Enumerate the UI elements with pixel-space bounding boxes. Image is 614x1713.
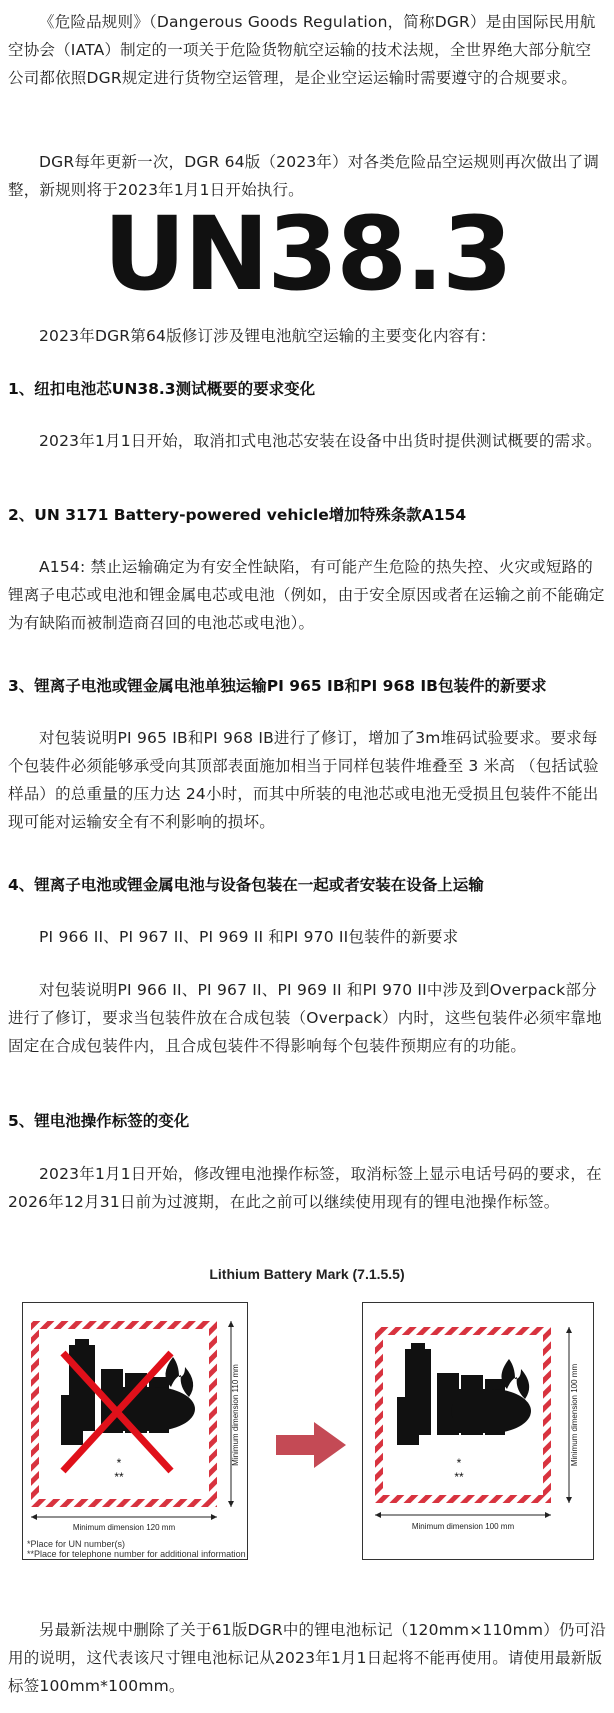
new-battery-mark (362, 1302, 594, 1560)
new-min-height-label: Minimum dimension 100 mm (570, 1363, 579, 1467)
new-min-width-label: Minimum dimension 100 mm (411, 1522, 515, 1531)
section-5-heading: 5、锂电池操作标签的变化 (8, 1112, 190, 1130)
section-4-subheading: PI 966 II、PI 967 II、PI 969 II 和PI 970 II包装件的新要求 (39, 928, 459, 946)
section-3-body: 对包装说明PI 965 IB和PI 968 IB进行了修订，增加了3m堆码试验要求。要求每个包装件必须能够承受向其顶部表面施加相当于同样包装件堆叠至 3 米高 （包括试验样品）的总重量的压力达 24小时，而其中所装的电池芯或电池无受损且包装件不能出现可能对运输安全有不利影响的损坏。 (8, 729, 599, 831)
un-number-placeholder: * (456, 1456, 462, 1470)
figure-title: Lithium Battery Mark (7.1.5.5) (209, 1266, 405, 1282)
closing-paragraph: 另最新法规中删除了关于61版DGR中的锂电池标记（120mm×110mm）仍可沿用的说明，这代表该尺寸锂电池标记从2023年1月1日起将不能再使用。请使用最新版标签100mm*100mm。 (8, 1621, 606, 1695)
phone-placeholder: ** (454, 1470, 464, 1484)
old-min-height-label: Minimum dimension 110 mm (231, 1364, 240, 1466)
section-1-body: 2023年1月1日开始，取消扣式电池芯安装在设备中出货时提供测试概要的需求。 (39, 432, 602, 450)
section-2-heading: 2、UN 3171 Battery-powered vehicle增加特殊条款A154 (8, 506, 467, 524)
old-min-width-label: Minimum dimension 120 mm (72, 1523, 176, 1532)
section-5-body: 2023年1月1日开始，修改锂电池操作标签，取消标签上显示电话号码的要求，在2026年12月31日前为过渡期，在此之前可以继续使用现有的锂电池操作标签。 (8, 1165, 602, 1211)
section-1-heading: 1、纽扣电池芯UN38.3测试概要的要求变化 (8, 380, 316, 398)
old-battery-mark (22, 1302, 248, 1560)
un-number-placeholder: * (116, 1456, 122, 1470)
paragraph-intro-dgr: 《危险品规则》（Dangerous Goods Regulation，简称DGR）是由国际民用航空协会（IATA）制定的一项关于危险货物航空运输的技术法规，全世界绝大部分航空公司都依照DGR规定进行货物空运管理，是企业空运运输时需要遵守的合规要求。 (8, 13, 596, 87)
note-un-number: *Place for UN number(s) (27, 1539, 126, 1549)
lithium-battery-mark-figure (18, 1264, 596, 1594)
section-4-body: 对包装说明PI 966 II、PI 967 II、PI 969 II 和PI 970 II中涉及到Overpack部分进行了修订，要求当包装件放在合成包装（Overpack）内时，这些包装件必须牢靠地固定在合成包装件内，且合成包装件不得影响每个包装件预期应有的功能。 (8, 981, 602, 1055)
old-battery-mark-drawing (23, 1303, 246, 1558)
paragraph-dgr-update: DGR每年更新一次，DGR 64版（2023年）对各类危险品空运规则再次做出了调整，新规则将于2023年1月1日开始执行。 (8, 153, 600, 199)
section-3-heading: 3、锂离子电池或锂金属电池单独运输PI 965 IB和PI 968 IB包装件的新要求 (8, 677, 547, 695)
arrow-right-icon (276, 1422, 346, 1468)
phone-placeholder: ** (114, 1470, 124, 1484)
section-4-heading: 4、锂离子电池或锂金属电池与设备包装在一起或者安装在设备上运输 (8, 876, 484, 894)
note-phone-number: **Place for telephone number for additional information (27, 1549, 246, 1559)
paragraph-changes-intro: 2023年DGR第64版修订涉及锂电池航空运输的主要变化内容有： (39, 327, 496, 345)
new-battery-mark-drawing (363, 1303, 592, 1558)
section-2-body: A154: 禁止运输确定为有安全性缺陷，有可能产生危险的热失控、火灾或短路的锂离子电芯或电池和锂金属电芯或电池（例如，由于安全原因或者在运输之前不能确定为有缺陷而被制造商召回的电池芯或电池）。 (8, 558, 605, 632)
un38-logo: UN38.3 (103, 195, 511, 314)
